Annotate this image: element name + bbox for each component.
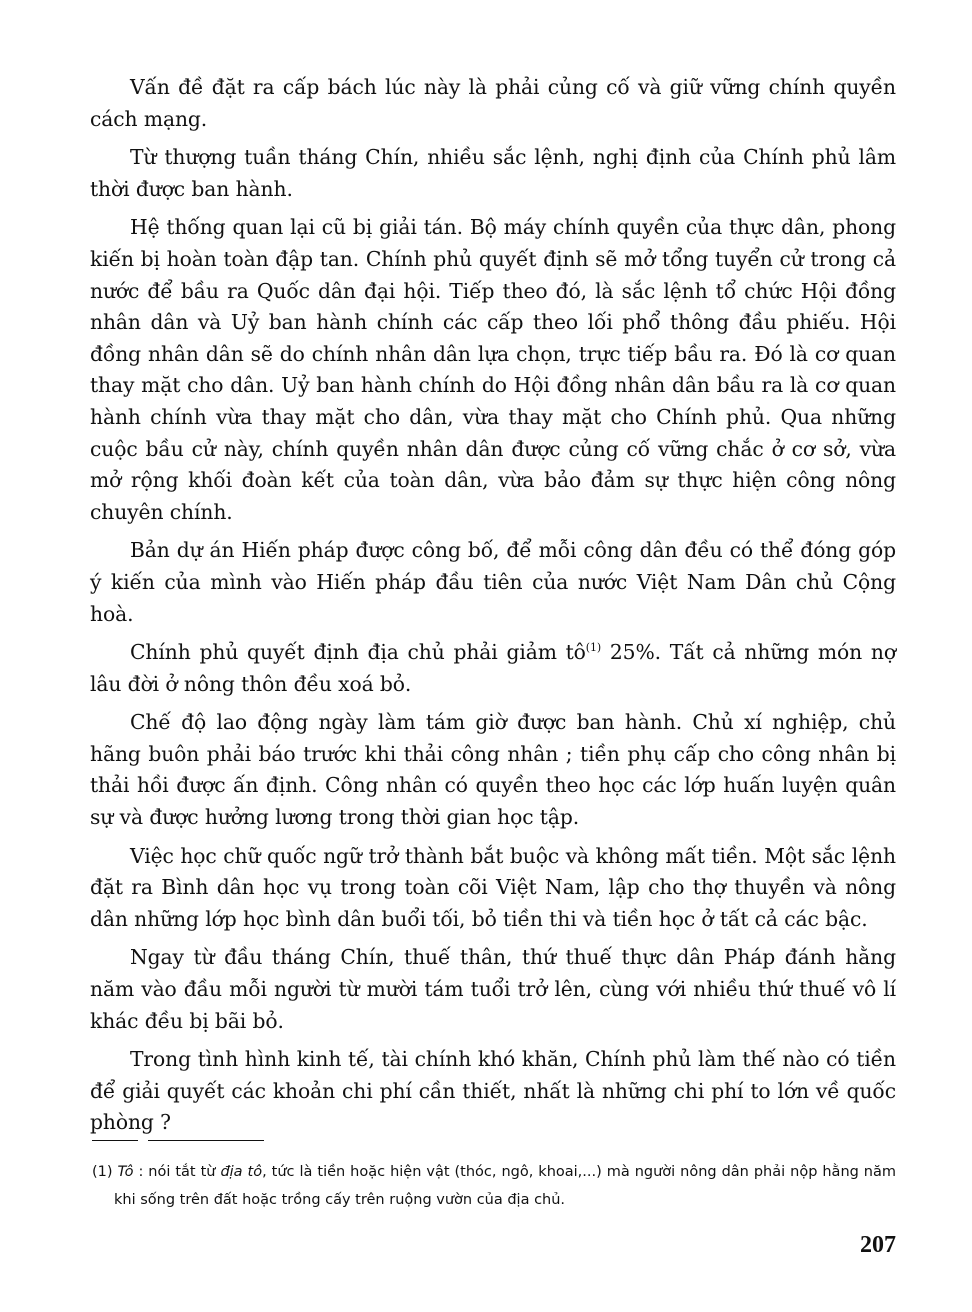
paragraph-text: 25%. Tất cả những món nợ lâu đời ở nông thôn đều xoá bỏ.: [90, 640, 896, 696]
footnote-source-term: địa tô: [220, 1164, 263, 1180]
paragraph: Ngay từ đầu tháng Chín, thuế thân, thứ thuế thực dân Pháp đánh hằng năm vào đầu mỗi người từ mười tám tuổi trở lên, cùng với nhiều thứ thuế vô lí khác đều bị bãi bỏ.: [90, 945, 896, 1033]
footnote-divider: [92, 1140, 264, 1141]
footnote-reference[interactable]: (1): [585, 641, 602, 655]
paragraph: Vấn đề đặt ra cấp bách lúc này là phải củng cố và giữ vững chính quyền cách mạng.: [90, 75, 896, 131]
footnote-body: [92, 1158, 896, 1214]
paragraph-text: Chính phủ quyết định địa chủ phải giảm tô: [130, 640, 586, 665]
paragraph: Trong tình hình kinh tế, tài chính khó khăn, Chính phủ làm thế nào có tiền để giải quyết các khoản chi phí cần thiết, nhất là những chi phí to lớn về quốc phòng ?: [90, 1047, 896, 1135]
paragraph: Hệ thống quan lại cũ bị giải tán. Bộ máy chính quyền của thực dân, phong kiến bị hoàn toàn đập tan. Chính phủ quyết định sẽ mở tổng tuyển cử trong cả nước để bầu ra Quốc dân đại hội. Tiếp theo đó, là sắc lệnh tổ chức Hội đồng nhân dân và Uỷ ban hành chính các cấp theo lối phổ thông đầu phiếu. Hội đồng nhân dân sẽ do chính nhân dân lựa chọn, trực tiếp bầu ra. Đó là cơ quan thay mặt cho dân. Uỷ ban hành chính do Hội đồng nhân dân bầu ra là cơ quan hành chính vừa thay mặt cho dân, vừa thay mặt cho Chính phủ. Qua những cuộc bầu cử này, chính quyền nhân dân được củng cố vững chắc ở cơ sở, vừa mở rộng khối đoàn kết của toàn dân, vừa bảo đảm sự thực hiện công nông chuyên chính.: [90, 215, 896, 524]
paragraph: Chế độ lao động ngày làm tám giờ được ban hành. Chủ xí nghiệp, chủ hãng buôn phải báo trước khi thải công nhân ; tiền phụ cấp cho công nhân bị thải hồi được ấn định. Công nhân có quyền theo học các lớp huấn luyện quân sự và được hưởng lương trong thời gian học tập.: [90, 710, 896, 830]
footnote: [92, 1158, 896, 1214]
paragraph: Việc học chữ quốc ngữ trở thành bắt buộc và không mất tiền. Một sắc lệnh đặt ra Bình dân học vụ trong toàn cõi Việt Nam, lập cho thợ thuyền và nông dân những lớp học bình dân buổi tối, bỏ tiền thi và tiền học ở tất cả các bậc.: [90, 843, 896, 931]
footnote-term: Tô: [117, 1164, 134, 1180]
footnote-marker: (1): [92, 1164, 113, 1180]
page-body: [90, 72, 896, 1146]
paragraph: Bản dự án Hiến pháp được công bố, để mỗi công dân đều có thể đóng góp ý kiến của mình vào Hiến pháp đầu tiên của nước Việt Nam Dân chủ Cộng hoà.: [90, 538, 896, 626]
footnote-separator: : nói tắt từ: [133, 1164, 221, 1180]
paragraph-land-rent: [90, 637, 896, 700]
page-number: 207: [860, 1232, 896, 1258]
paragraph: Từ thượng tuần tháng Chín, nhiều sắc lệnh, nghị định của Chính phủ lâm thời được ban hành.: [90, 145, 896, 201]
footnote-definition: , tức là tiền hoặc hiện vật (thóc, ngô, khoai,...) mà người nông dân phải nộp hằng năm khi sống trên đất hoặc trồng cấy trên ruộng vườn của địa chủ.: [114, 1164, 897, 1208]
